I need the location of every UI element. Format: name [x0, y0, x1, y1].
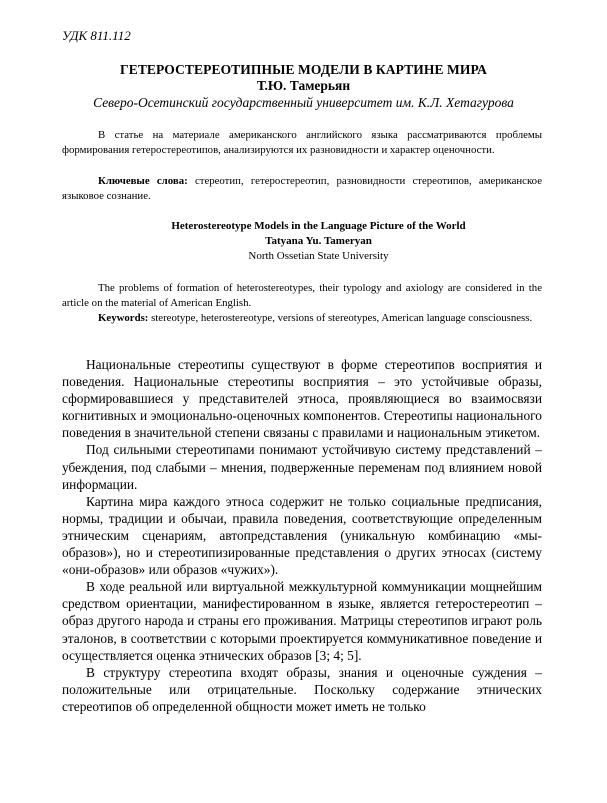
author-name-en: Tatyana Yu. Tameryan: [265, 235, 372, 247]
abstract-ru-text: В статье на материале американского английского языка рассматриваются проблемы формирования гетеростереотипов, анализируются их разновидности и характер оценочности.: [62, 129, 542, 156]
abstract-en: [62, 281, 542, 310]
body-paragraph: Картина мира каждого этноса содержит не только социальные предписания, нормы, традиции и обычаи, правила поведения, соответствующие определенным этническим сценариям, автопредставления (уникальную комбинацию «мы-образов»), но и стереотипизированные представления о других этносах (систему «они-образов» или образов «чужих»).: [62, 493, 542, 578]
article-title-en: Heterostereotype Models in the Language Picture of the World: [171, 220, 466, 232]
body-paragraph: В структуру стереотипа входят образы, знания и оценочные суждения – положительные или отрицательные. Поскольку содержание этнических стереотипов об определенной общности может иметь не только: [62, 664, 542, 714]
body-paragraph: Под сильными стереотипами понимают устойчивую систему представлений – убеждения, под слабыми – мнения, подверженные переменам под влиянием новой информации.: [62, 442, 542, 492]
article-title-ru: ГЕТЕРОСТЕРЕОТИПНЫЕ МОДЕЛИ В КАРТИНЕ МИРА: [120, 62, 487, 77]
body-paragraph: Национальные стереотипы существуют в форме стереотипов восприятия и поведения. Национальные стереотипы восприятия – это устойчивые образы, сформировавшиеся у представителей этноса, проявляющиеся во взаимосвязи когнитивных и эмоционально-оценочных компонентов. Стереотипы национального поведения в значительной степени связаны с правилами и национальным этикетом.: [62, 357, 542, 441]
keywords-ru-text: стереотип, гетеростереотип, разновидности стереотипов, американское языковое сознание.: [62, 175, 542, 202]
keywords-ru-label: Ключевые слова:: [98, 175, 188, 187]
keywords-en-label: Keywords:: [98, 312, 149, 324]
author-name-ru: Т.Ю. Тамерьян: [256, 78, 351, 93]
keywords-ru: [62, 174, 542, 203]
keywords-en: [62, 311, 542, 326]
keywords-en-text: stereotype, heterostereotype, versions of stereotypes, American language consciousness.: [151, 312, 533, 324]
article-body: [62, 356, 542, 715]
abstract-ru: [62, 128, 542, 157]
udk-code: УДК 811.112: [62, 28, 131, 43]
affiliation-ru: Северо-Осетинский государственный университет им. К.Л. Хетагурова: [93, 95, 514, 110]
body-paragraph: В ходе реальной или виртуальной межкультурной коммуникации мощнейшим средством ориентации, манифестированном в языке, является гетеростереотип – образ другого народа и страны его проживания. Матрицы стереотипов играют роль эталонов, в соответствии с которыми проектируется коммуникативное поведение и осуществляется оценка этнических образов [3; 4; 5].: [62, 579, 542, 663]
affiliation-en: North Ossetian State University: [248, 250, 389, 262]
abstract-en-text: The problems of formation of heterostereotypes, their typology and axiology are considered in the article on the material of American English.: [62, 282, 542, 309]
